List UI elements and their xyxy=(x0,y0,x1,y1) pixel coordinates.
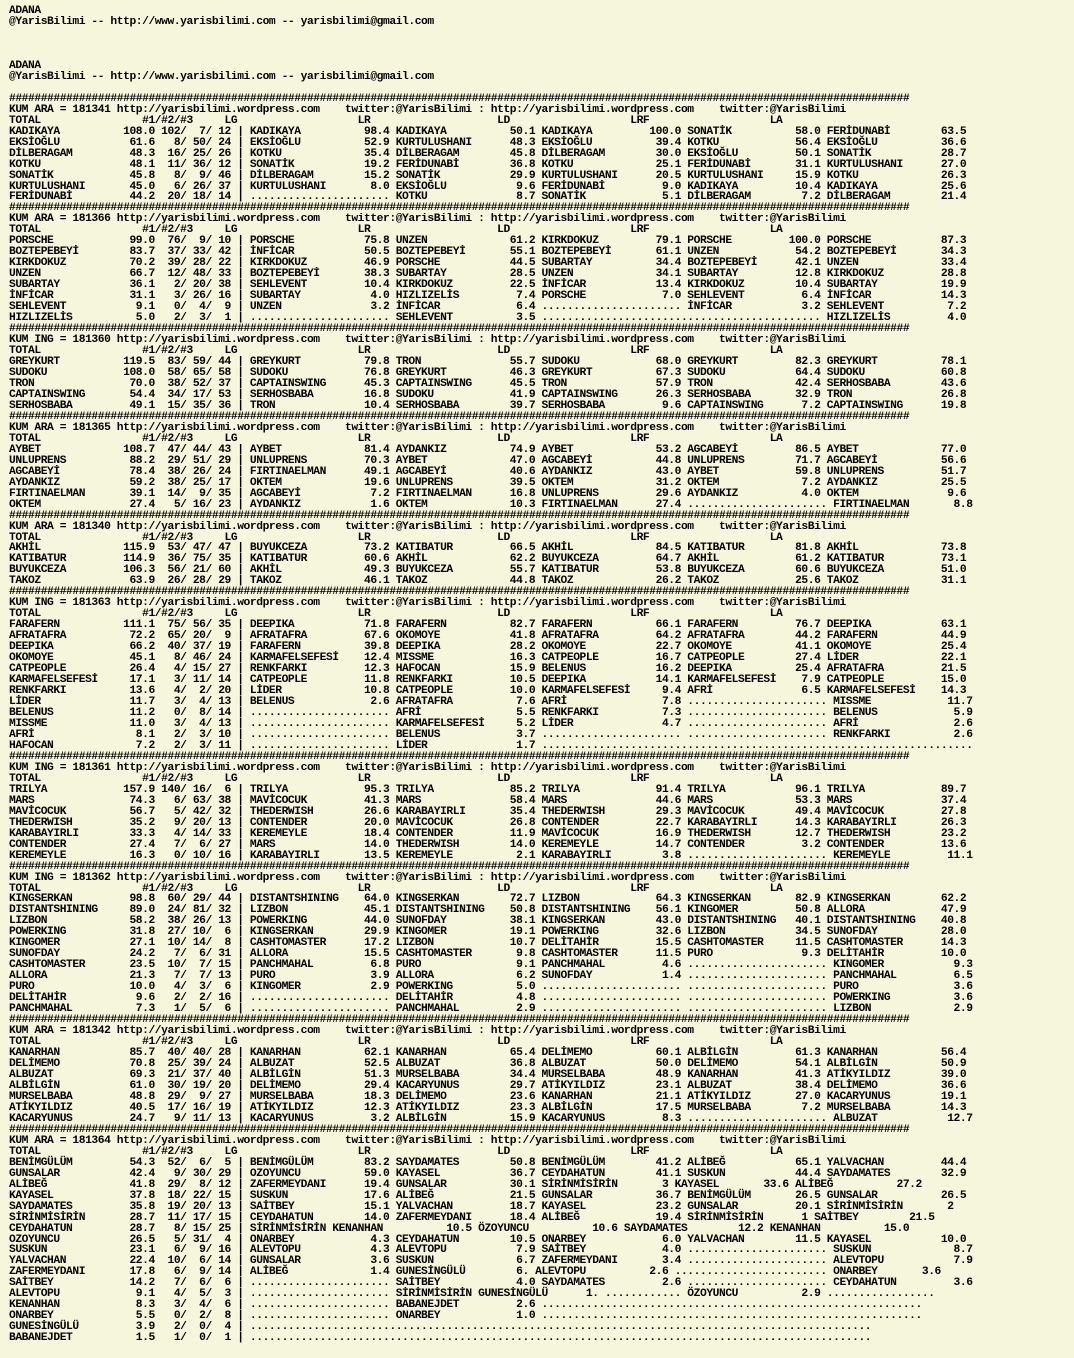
report-line: KANARHAN 85.7 40/ 40/ 28 | KANARHAN 62.1 KANARHAN 65.4 DELİMEMO 60.1 ALBİLGİN 61.3 KANARHAN 56.4 xyxy=(9,1047,967,1060)
report-line: ONARBEY 5.5 0/ 2/ 8 | ...................... ONARBEY 1.0 ............................................................ xyxy=(9,1310,922,1323)
report-line: KADIKAYA 108.0 102/ 7/ 12 | KADIKAYA 98.4 KADIKAYA 50.1 KADIKAYA 100.0 SONATİK 58.0 FERİDUNABİ 63.5 xyxy=(9,125,967,138)
report-line: BOZTEPEBEYİ 83.7 37/ 33/ 42 | İNFİCAR 50.5 BOZTEPEBEYİ 55.1 BOZTEPEBEYİ 61.1 UNZEN 54.2 BOZTEPEBEYİ 34.3 xyxy=(9,246,967,259)
venue-title: ADANA xyxy=(9,5,41,17)
race-header: KUM ARA = 181365 http://yarisbilimi.wordpress.com twitter:@YarisBilimi : http://yarisbilimi.wordpress.com twitter:@YarisBilimi xyxy=(9,421,846,434)
report-line: KINGSERKAN 98.8 60/ 29/ 44 | DISTANTSHINING 64.0 KINGSERKAN 72.7 LIZBON 64.3 KINGSERKAN 82.9 KINGSERKAN 62.2 xyxy=(9,893,967,906)
report-line: SERHOSBABA 49.1 15/ 35/ 36 | TRON 10.4 SERHOSBABA 39.7 SERHOSBABA 9.6 CAPTAINSWING 7.2 CAPTAINSWING 19.8 xyxy=(9,399,967,412)
report-line: TAKOZ 63.9 26/ 28/ 29 | TAKOZ 46.1 TAKOZ 44.8 TAKOZ 26.2 TAKOZ 25.6 TAKOZ 31.1 xyxy=(9,575,967,588)
report-line: YALVACHAN 22.4 10/ 6/ 14 | GUNSALAR 3.6 SUSKUN 6.7 ZAFERMEYDANI 3.4 ...................... ALEVTOPU 7.9 xyxy=(9,1255,973,1268)
report-line: SİRİNMİSİRİN 28.7 11/ 17/ 15 | CEYDAHATUN 14.0 ZAFERMEYDANI 18.4 ALİBEĞ 19.4 SİRİNMİSİRİN 1 SAİTBEY 21.5 xyxy=(9,1211,935,1224)
report-line: İNFİCAR 31.1 3/ 26/ 16 | SUBARTAY 4.0 HIZLIZELİS 7.4 PORSCHE 7.0 SEHLEVENT 6.4 İNFİCAR 14.3 xyxy=(9,290,967,303)
column-header: TOTAL #1/#2/#3 LG LR LD LRF LA xyxy=(9,882,783,895)
report-line: ALEVTOPU 9.1 4/ 5/ 3 | ...................... SİRİNMİSİRİN GUNESİNGÜLÜ 1. ............ ÖZOYUNCU 2.9 ................. xyxy=(9,1288,935,1301)
report-line: BABANEJDET 1.5 1/ 0/ 1 | .................................................................................................. xyxy=(9,1332,872,1345)
report-line: RENKFARKI 13.6 4/ 2/ 20 | LİDER 10.8 CATPEOPLE 10.0 KARMAFELSEFESİ 9.4 AFRİ 6.5 KARMAFELSEFESİ 14.3 xyxy=(9,685,967,698)
column-header: TOTAL #1/#2/#3 LG LR LD LRF LA xyxy=(9,345,783,358)
report-line: KACARYUNUS 24.7 9/ 11/ 13 | KACARYUNUS 3.2 ALBİLGİN 15.9 KACARYUNUS 8.3 ...................... ALBUZAT 12.7 xyxy=(9,1112,973,1125)
report-line: MARS 74.3 6/ 63/ 38 | MAVİCOCUK 41.3 MARS 58.4 MARS 44.6 MARS 53.3 MARS 37.4 xyxy=(9,794,967,807)
report-line: LİDER 11.7 3/ 4/ 13 | BELENUS 2.6 AFRATAFRA 7.6 AFRİ 7.8 ...................... MISSME 11.7 xyxy=(9,696,973,709)
column-header: TOTAL #1/#2/#3 LG LR LD LRF LA xyxy=(9,531,783,544)
report-line: AFRATAFRA 72.2 65/ 20/ 9 | AFRATAFRA 67.6 OKOMOYE 41.8 AFRATAFRA 64.2 AFRATAFRA 44.2 FARAFERN 44.9 xyxy=(9,630,967,643)
report-line: GREYKURT 119.5 83/ 59/ 44 | GREYKURT 79.8 TRON 55.7 SUDOKU 68.0 GREYKURT 82.3 GREYKURT 78.1 xyxy=(9,356,967,368)
report-line: AYDANKIZ 59.2 38/ 25/ 17 | OKTEM 19.6 UNLUPRENS 39.5 OKTEM 31.2 OKTEM 7.2 AYDANKIZ 25.5 xyxy=(9,476,967,489)
report-line: CAPTAINSWING 54.4 34/ 17/ 53 | SERHOSBABA 16.8 SUDOKU 41.9 CAPTAINSWING 26.3 SERHOSBABA 32.9 TRON 26.8 xyxy=(9,388,967,401)
section-separator: ############################################################################################################################################## xyxy=(9,860,910,873)
report-line: KAYASEL 37.8 18/ 22/ 15 | SUSKUN 17.6 ALİBEĞ 21.5 GUNSALAR 36.7 BENİMGÜLÜM 26.5 GUNSALAR 26.5 xyxy=(9,1189,967,1202)
report-line: KOTKU 48.1 11/ 36/ 12 | SONATİK 19.2 FERİDUNABİ 36.8 KOTKU 25.1 FERİDUNABİ 31.1 KURTULUSHANI 27.0 xyxy=(9,158,967,171)
report-line: MURSELBABA 48.8 29/ 9/ 27 | MURSELBABA 18.3 DELİMEMO 23.6 KANARHAN 21.1 ATİKYILDIZ 27.0 KACARYUNUS 19.1 xyxy=(9,1090,967,1103)
report-line: SEHLEVENT 9.1 0/ 4/ 9 | UNZEN 3.2 İNFİCAR 6.4 ...................... İNFİCAR 3.2 SEHLEVENT 7.2 xyxy=(9,301,967,314)
column-header: TOTAL #1/#2/#3 LG LR LD LRF LA xyxy=(9,114,783,127)
report-line: AGCABEYİ 78.4 38/ 26/ 24 | FIRTINAELMAN 49.1 AGCABEYİ 40.6 AYDANKIZ 43.0 AYBET 59.8 UNLUPRENS 51.7 xyxy=(9,465,967,478)
report-line: BUYUKCEZA 106.3 56/ 21/ 60 | AKHİL 49.3 BUYUKCEZA 55.7 KATIBATUR 53.8 BUYUKCEZA 60.6 BUYUKCEZA 51.0 xyxy=(9,564,967,577)
section-separator: ############################################################################################################################################## xyxy=(9,323,910,336)
report-line: TRON 70.0 38/ 52/ 37 | CAPTAINSWING 45.3 CAPTAINSWING 45.5 TRON 57.9 TRON 42.4 SERHOSBABA 43.6 xyxy=(9,377,967,390)
report-line: AKHİL 115.9 53/ 47/ 47 | BUYUKCEZA 73.2 KATIBATUR 66.5 AKHİL 84.5 KATIBATUR 81.8 AKHİL 73.8 xyxy=(9,542,967,555)
report-line: DELİTAHİR 9.6 2/ 2/ 16 | ...................... DELİTAHİR 4.8 ...................... ...................... POWERKING 3.6 xyxy=(9,992,973,1005)
report-line: BENİMGÜLÜM 54.3 52/ 6/ 5 | BENİMGÜLÜM 83.2 SAYDAMATES 50.8 BENİMGÜLÜM 41.2 ALİBEĞ 65.1 YALVACHAN 44.4 xyxy=(9,1156,967,1169)
section-separator: ############################################################################################################################################## xyxy=(9,410,910,423)
column-header: TOTAL #1/#2/#3 LG LR LD LRF LA xyxy=(9,1145,783,1158)
column-header: TOTAL #1/#2/#3 LG LR LD LRF LA xyxy=(9,224,783,237)
report-line: OKTEM 27.4 5/ 16/ 23 | AYDANKIZ 1.6 OKTEM 10.3 FIRTINAELMAN 27.4 ...................... FIRTINAELMAN 8.8 xyxy=(9,498,973,511)
column-header: TOTAL #1/#2/#3 LG LR LD LRF LA xyxy=(9,432,783,445)
race-header: KUM ING = 181363 http://yarisbilimi.wordpress.com twitter:@YarisBilimi : http://yarisbilimi.wordpress.com twitter:@YarisBilimi xyxy=(9,597,846,610)
race-header: KUM ARA = 181366 http://yarisbilimi.wordpress.com twitter:@YarisBilimi : http://yarisbilimi.wordpress.com twitter:@YarisBilimi xyxy=(9,213,846,226)
section-separator: ############################################################################################################################################## xyxy=(9,202,910,215)
report-line: UNLUPRENS 88.2 29/ 51/ 29 | UNLUPRENS 70.3 AYBET 47.0 AGCABEYİ 44.8 UNLUPRENS 71.7 AGCABEYİ 56.6 xyxy=(9,454,967,467)
contact-line: @YarisBilimi -- http://www.yarisbilimi.com -- yarisbilimi@gmail.com xyxy=(9,70,434,83)
contact-line: @YarisBilimi -- http://www.yarisbilimi.com -- yarisbilimi@gmail.com xyxy=(9,15,434,28)
section-separator: ############################################################################################################################################## xyxy=(9,509,910,522)
report-line: GUNESİNGÜLÜ 3.9 2/ 0/ 4 | .................................................................................................. xyxy=(9,1321,872,1334)
report-line: ALLORA 21.3 7/ 7/ 13 | PURO 3.9 ALLORA 6.2 SUNOFDAY 1.4 ...................... PANCHMAHAL 6.5 xyxy=(9,970,973,983)
report-line: OKOMOYE 45.1 8/ 46/ 24 | KARMAFELSEFESİ 12.4 MISSME 16.3 CATPEOPLE 16.7 CATPEOPLE 27.4 LİDER 22.1 xyxy=(9,652,967,665)
report-line: DISTANTSHINING 89.0 24/ 81/ 32 | LIZBON 45.1 DISTANTSHINING 50.8 DISTANTSHINING 56.1 KINGOMER 50.8 ALLORA 47.9 xyxy=(9,904,967,917)
report-line: KEREMEYLE 16.3 0/ 10/ 16 | KARABAYIRLI 13.5 KEREMEYLE 2.1 KARABAYIRLI 3.8 ...................... KEREMEYLE 11.1 xyxy=(9,849,973,862)
report-line: PURO 10.0 4/ 3/ 6 | KINGOMER 2.9 POWERKING 5.0 ...................... ...................... PURO 3.6 xyxy=(9,981,973,994)
report-line xyxy=(9,28,973,39)
report-line: CATPEOPLE 26.4 4/ 15/ 27 | RENKFARKI 12.3 HAFOCAN 15.9 BELENUS 16.2 DEEPIKA 25.4 AFRATAFRA 21.5 xyxy=(9,663,967,676)
report-line: KARMAFELSEFESİ 17.1 3/ 11/ 14 | CATPEOPLE 11.8 RENKFARKI 10.5 DEEPIKA 14.1 KARMAFELSEFESİ 7.9 CATPEOPLE 15.0 xyxy=(9,674,967,687)
section-separator: ############################################################################################################################################## xyxy=(9,586,910,599)
report-line: KARABAYIRLI 33.3 4/ 14/ 33 | KEREMEYLE 18.4 CONTENDER 11.9 MAVİCOCUK 16.9 THEDERWISH 12.7 THEDERWISH 23.2 xyxy=(9,827,967,840)
race-header: KUM ING = 181362 http://yarisbilimi.wordpress.com twitter:@YarisBilimi : http://yarisbilimi.wordpress.com twitter:@YarisBilimi xyxy=(9,871,846,884)
race-header: KUM ING = 181360 http://yarisbilimi.wordpress.com twitter:@YarisBilimi : http://yarisbilimi.wordpress.com twitter:@YarisBilimi xyxy=(9,334,846,347)
report-line: KURTULUSHANI 45.0 6/ 26/ 37 | KURTULUSHANI 8.0 EKSİOĞLU 9.6 FERİDUNABİ 9.0 KADIKAYA 10.4 KADIKAYA 25.6 xyxy=(9,180,967,193)
report-line: KIRKDOKUZ 70.2 39/ 28/ 22 | KIRKDOKUZ 46.9 PORSCHE 44.5 SUBARTAY 34.4 BOZTEPEBEYİ 42.1 UNZEN 33.4 xyxy=(9,257,967,270)
report-line: OZOYUNCU 26.5 5/ 31/ 4 | ONARBEY 4.3 CEYDAHATUN 10.5 ONARBEY 6.0 YALVACHAN 11.5 KAYASEL 10.0 xyxy=(9,1233,967,1246)
report-line: UNZEN 66.7 12/ 48/ 33 | BOZTEPEBEYİ 38.3 SUBARTAY 28.5 UNZEN 34.1 SUBARTAY 12.8 KIRKDOKUZ 28.8 xyxy=(9,268,967,281)
race-header: KUM ARA = 181342 http://yarisbilimi.wordpress.com twitter:@YarisBilimi : http://yarisbilimi.wordpress.com twitter:@YarisBilimi xyxy=(9,1025,846,1038)
report-line: THEDERWISH 35.2 9/ 20/ 13 | CONTENDER 20.0 MAVİCOCUK 26.8 CONTENDER 22.7 KARABAYIRLI 14.3 KARABAYIRLI 26.3 xyxy=(9,816,967,829)
report-line: ALBUZAT 69.3 21/ 37/ 40 | ALBİLGİN 51.3 MURSELBABA 34.4 MURSELBABA 48.9 KANARHAN 41.3 ATİKYILDIZ 39.0 xyxy=(9,1068,967,1081)
report-line: AYBET 108.7 47/ 44/ 43 | AYBET 81.4 AYDANKIZ 74.9 AYBET 53.2 AGCABEYİ 86.5 AYBET 77.0 xyxy=(9,443,967,456)
report-line: SONATİK 45.8 8/ 9/ 46 | DİLBERAGAM 15.2 SONATİK 29.9 KURTULUSHANI 20.5 KURTULUSHANI 15.9 KOTKU 26.3 xyxy=(9,169,967,182)
report-line: SUNOFDAY 24.2 7/ 6/ 31 | ALLORA 15.5 CASHTOMASTER 9.8 CASHTOMASTER 11.5 PURO 9.3 DELİTAHİR 10.0 xyxy=(9,948,967,961)
report-line: FIRTINAELMAN 39.1 14/ 9/ 35 | AGCABEYİ 7.2 FIRTINAELMAN 16.8 UNLUPRENS 29.6 AYDANKIZ 4.0 OKTEM 9.6 xyxy=(9,487,967,500)
report-line: KENANHAN 8.3 3/ 4/ 6 | ...................... BABANEJDET 2.6 ............................................................ xyxy=(9,1299,922,1312)
report-line: TRILYA 157.9 140/ 16/ 6 | TRILYA 95.3 TRILYA 85.2 TRILYA 91.4 TRILYA 96.1 TRILYA 89.7 xyxy=(9,783,967,796)
report-line: FERİDUNABİ 44.2 20/ 18/ 14 | ...................... KOTKU 8.7 SONATİK 5.1 DİLBERAGAM 7.2 DİLBERAGAM 21.4 xyxy=(9,191,967,204)
report-line: SUSKUN 23.1 6/ 9/ 16 | ALEVTOPU 4.3 ALEVTOPU 7.9 SAİTBEY 4.0 ...................... SUSKUN 8.7 xyxy=(9,1244,973,1257)
report-line: PORSCHE 99.0 76/ 9/ 10 | PORSCHE 75.8 UNZEN 61.2 KIRKDOKUZ 79.1 PORSCHE 100.0 PORSCHE 87.3 xyxy=(9,235,967,248)
report-line: MISSME 11.0 3/ 4/ 13 | ...................... KARMAFELSEFESİ 5.2 LİDER 4.7 ...................... AFRİ 2.6 xyxy=(9,717,973,730)
report-line: SAİTBEY 14.2 7/ 6/ 6 | ...................... SAİTBEY 4.0 SAYDAMATES 2.6 ...................... CEYDAHATUN 3.6 xyxy=(9,1277,973,1290)
report-line: ALİBEĞ 41.8 29/ 8/ 12 | ZAFERMEYDANI 19.4 GUNSALAR 30.1 SİRİNMİSİRİN 3 KAYASEL 33.6 ALİBEĞ 27.2 xyxy=(9,1178,922,1191)
column-header: TOTAL #1/#2/#3 LG LR LD LRF LA xyxy=(9,608,783,621)
report-line: DİLBERAGAM 48.3 16/ 25/ 26 | KOTKU 35.4 DİLBERAGAM 45.8 DİLBERAGAM 30.0 EKSİOĞLU 50.1 SONATİK 28.7 xyxy=(9,147,967,160)
report-line: CASHTOMASTER 23.5 10/ 7/ 15 | PANCHMAHAL 6.8 PURO 9.1 PANCHMAHAL 4.6 ...................... KINGOMER 9.3 xyxy=(9,959,973,972)
race-header: KUM ING = 181361 http://yarisbilimi.wordpress.com twitter:@YarisBilimi : http://yarisbilimi.wordpress.com twitter:@YarisBilimi xyxy=(9,761,846,774)
report-line xyxy=(9,50,973,61)
race-header: KUM ARA = 181340 http://yarisbilimi.wordpress.com twitter:@YarisBilimi : http://yarisbilimi.wordpress.com twitter:@YarisBilimi xyxy=(9,520,846,533)
report-line: DELİMEMO 70.8 25/ 39/ 24 | ALBUZAT 52.5 ALBUZAT 36.8 ALBUZAT 50.0 DELİMEMO 54.1 ALBİLGİN 50.9 xyxy=(9,1058,967,1070)
report-line: PANCHMAHAL 7.3 1/ 5/ 6 | ...................... PANCHMAHAL 2.9 ...................... ...................... LIZBON 2.9 xyxy=(9,1003,973,1016)
venue-title: ADANA xyxy=(9,59,41,72)
report-line: ATİKYILDIZ 40.5 17/ 16/ 19 | ATİKYILDIZ 12.3 ATİKYILDIZ 23.3 ALBİLGİN 17.5 MURSELBABA 7.2 MURSELBABA 14.3 xyxy=(9,1101,967,1114)
report-line: HAFOCAN 7.2 2/ 3/ 11 | ...................... LİDER 1.7 .................................................................... xyxy=(9,739,973,752)
report-line xyxy=(9,39,973,50)
report-line: LIZBON 58.2 38/ 26/ 13 | POWERKING 44.0 SUNOFDAY 38.1 KINGSERKAN 43.0 DISTANTSHINING 40.1 DISTANTSHINING 40.8 xyxy=(9,915,967,928)
section-separator: ############################################################################################################################################## xyxy=(9,1014,910,1027)
report-line: HIZLIZELİS 5.0 2/ 3/ 1 | ...................... SEHLEVENT 3.5 ............................................ HIZLIZELİS 4.0 xyxy=(9,312,967,325)
section-separator: ############################################################################################################################################## xyxy=(9,750,910,763)
report-line: AFRİ 8.1 2/ 3/ 10 | ...................... BELENUS 3.7 ...................... ...................... RENKFARKI 2.6 xyxy=(9,728,973,741)
report-line: FARAFERN 111.1 75/ 56/ 35 | DEEPIKA 71.8 FARAFERN 82.7 FARAFERN 66.1 FARAFERN 76.7 DEEPIKA 63.1 xyxy=(9,619,967,632)
report-line: CONTENDER 27.4 7/ 6/ 27 | MARS 14.0 THEDERWISH 14.0 KEREMEYLE 14.7 CONTENDER 3.2 CONTENDER 13.6 xyxy=(9,838,967,851)
report-line: ALBİLGİN 61.0 30/ 19/ 20 | DELİMEMO 29.4 KACARYUNUS 29.7 ATİKYILDIZ 23.1 ALBUZAT 38.4 DELİMEMO 36.6 xyxy=(9,1079,967,1092)
report-line: MAVİCOCUK 56.7 5/ 42/ 32 | THEDERWISH 26.6 KARABAYIRLI 35.4 THEDERWISH 29.3 MAVİCOCUK 49.4 MAVİCOCUK 27.8 xyxy=(9,805,967,818)
report-line: POWERKING 31.8 27/ 10/ 6 | KINGSERKAN 29.9 KINGOMER 19.1 POWERKING 32.6 LIZBON 34.5 SUNOFDAY 28.0 xyxy=(9,926,967,939)
column-header: TOTAL #1/#2/#3 LG LR LD LRF LA xyxy=(9,1036,783,1049)
report-line: EKSİOĞLU 61.6 8/ 50/ 24 | EKSİOĞLU 52.9 KURTULUSHANI 48.3 EKSİOĞLU 39.4 KOTKU 56.4 EKSİOĞLU 36.6 xyxy=(9,136,967,149)
race-header: KUM ARA = 181341 http://yarisbilimi.wordpress.com twitter:@YarisBilimi : http://yarisbilimi.wordpress.com twitter:@YarisBilimi xyxy=(9,103,846,116)
race-analysis-report xyxy=(9,6,973,1344)
report-line: SUBARTAY 36.1 2/ 20/ 38 | SEHLEVENT 10.4 KIRKDOKUZ 22.5 İNFİCAR 13.4 KIRKDOKUZ 10.4 SUBARTAY 19.9 xyxy=(9,279,967,292)
section-separator: ############################################################################################################################################## xyxy=(9,92,910,105)
section-separator: ############################################################################################################################################## xyxy=(9,1123,910,1136)
report-line: SUDOKU 108.0 58/ 65/ 58 | SUDOKU 76.8 GREYKURT 46.3 GREYKURT 67.3 SUDOKU 64.4 SUDOKU 60.8 xyxy=(9,366,967,379)
report-line: SAYDAMATES 35.8 19/ 20/ 13 | SAİTBEY 15.1 YALVACHAN 18.7 KAYASEL 23.2 GUNSALAR 20.1 SİRİNMİSİRİN 2 xyxy=(9,1200,954,1213)
column-header: TOTAL #1/#2/#3 LG LR LD LRF LA xyxy=(9,772,783,785)
race-header: KUM ARA = 181364 http://yarisbilimi.wordpress.com twitter:@YarisBilimi : http://yarisbilimi.wordpress.com twitter:@YarisBilimi xyxy=(9,1134,846,1147)
report-line: ZAFERMEYDANI 17.8 6/ 9/ 14 | ALİBEĞ 1.4 GUNESİNGÜLÜ 6. ALEVTOPU 2.6 ........................ ONARBEY 3.6 xyxy=(9,1266,941,1279)
report-line: DEEPIKA 66.2 40/ 37/ 19 | FARAFERN 39.8 DEEPIKA 28.2 OKOMOYE 22.7 OKOMOYE 41.1 OKOMOYE 25.4 xyxy=(9,641,967,654)
report-line: CEYDAHATUN 28.7 8/ 15/ 25 | SİRİNMİSİRİN KENANHAN 10.5 ÖZOYUNCU 10.6 SAYDAMATES 12.2 KENANHAN 15.0 xyxy=(9,1222,910,1235)
report-line: KATIBATUR 114.9 36/ 75/ 35 | KATIBATUR 60.6 AKHİL 62.2 BUYUKCEZA 64.7 AKHİL 61.2 KATIBATUR 73.1 xyxy=(9,553,967,566)
report-line: KINGOMER 27.1 10/ 14/ 8 | CASHTOMASTER 17.2 LIZBON 10.7 DELİTAHİR 15.5 CASHTOMASTER 11.5 CASHTOMASTER 14.3 xyxy=(9,937,967,950)
report-line: BELENUS 11.2 0/ 8/ 14 | ...................... AFRİ 5.5 RENKFARKI 7.3 ...................... BELENUS 5.9 xyxy=(9,707,973,719)
report-line: GUNSALAR 42.4 9/ 30/ 29 | OZOYUNCU 59.0 KAYASEL 36.7 CEYDAHATUN 41.1 SUSKUN 44.4 SAYDAMATES 32.9 xyxy=(9,1167,967,1180)
